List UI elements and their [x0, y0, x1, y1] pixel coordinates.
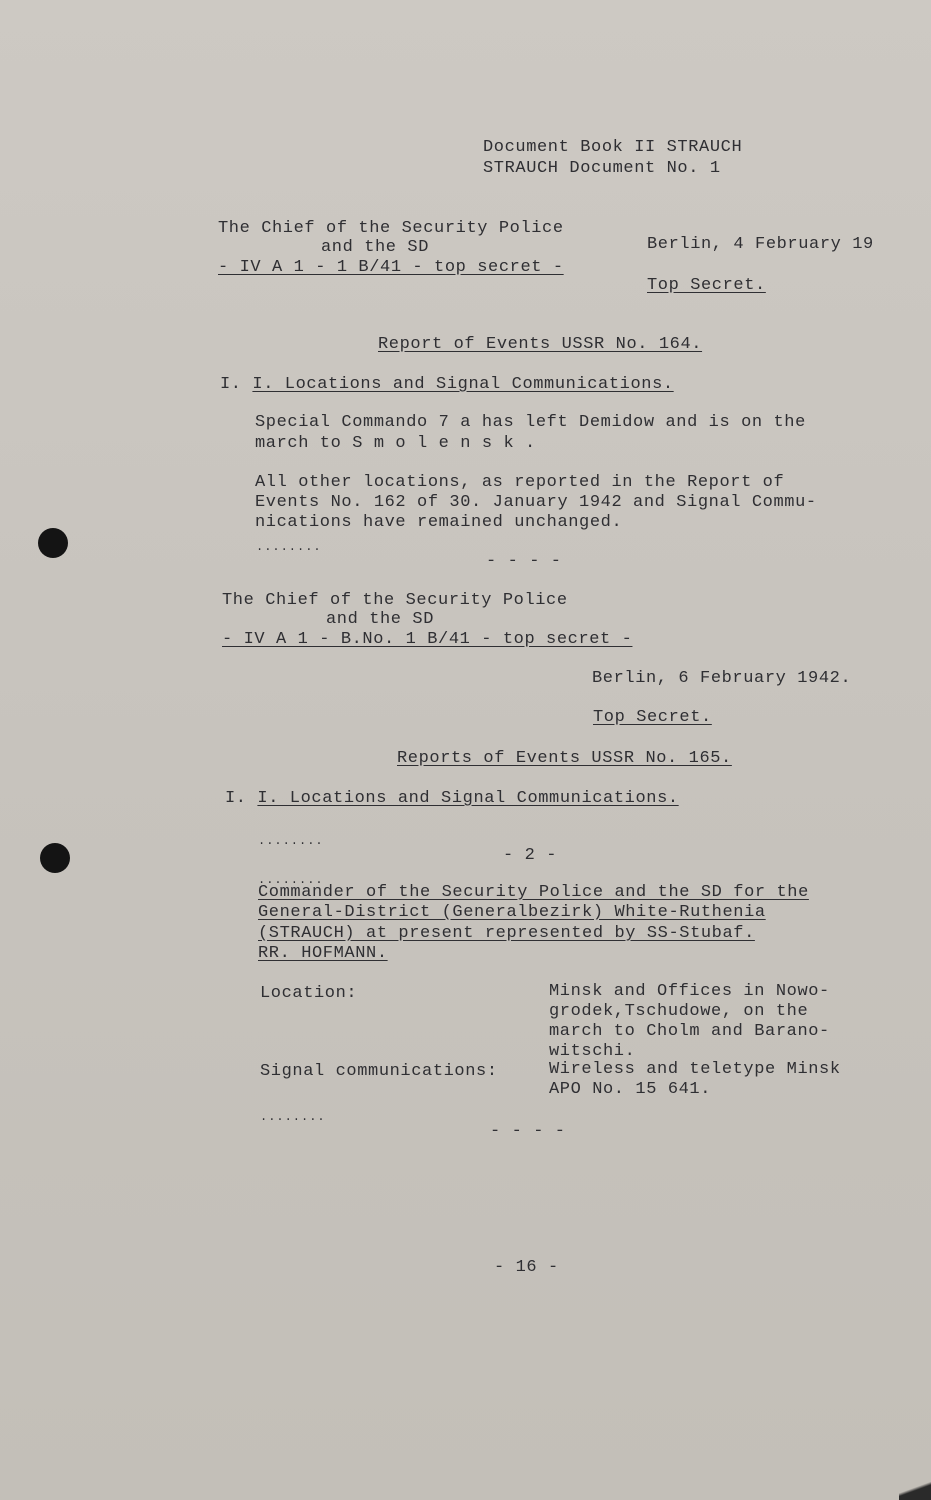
signal-label: Signal communications:	[260, 1062, 498, 1081]
date-line: Berlin, 4 February 19	[647, 235, 874, 254]
paragraph-2-line-1: All other locations, as reported in the Report of	[255, 473, 785, 492]
page-corner-shadow	[899, 1478, 931, 1500]
location-value-line-2: grodek,Tschudowe, on the	[549, 1002, 809, 1021]
sender-line-2: and the SD	[321, 238, 430, 257]
paragraph-2-line-3: nications have remained unchanged.	[255, 513, 623, 532]
punch-hole-bottom	[40, 843, 70, 873]
classification-label: Top Secret.	[593, 708, 712, 727]
reference-line: - IV A 1 - 1 B/41 - top secret -	[218, 258, 564, 277]
sender-line-1: The Chief of the Security Police	[218, 219, 564, 238]
date-line: Berlin, 6 February 1942.	[592, 669, 852, 688]
document-book-line: Document Book II STRAUCH	[483, 138, 743, 157]
location-value-line-3: march to Cholm and Barano-	[549, 1022, 830, 1041]
commander-line-1: Commander of the Security Police and the SD for the	[258, 883, 809, 902]
section-heading-text: I. Locations and Signal Communications.	[252, 375, 674, 394]
document-number-line: STRAUCH Document No. 1	[483, 159, 721, 178]
sender-line-1: The Chief of the Security Police	[222, 591, 568, 610]
section-heading: I. I. Locations and Signal Communications.	[220, 375, 674, 394]
page-number: - 16 -	[494, 1258, 559, 1277]
section-heading: I. I. Locations and Signal Communications.	[225, 789, 679, 808]
ellipsis-marker: ........	[260, 1110, 326, 1124]
signal-value-line-2: APO No. 15 641.	[549, 1080, 712, 1099]
report-title: Report of Events USSR No. 164.	[378, 335, 703, 354]
paragraph-1-line-2: march to S m o l e n s k .	[255, 434, 536, 453]
report-title: Reports of Events USSR No. 165.	[397, 749, 732, 768]
punch-hole-top	[38, 528, 68, 558]
commander-line-3: (STRAUCH) at present represented by SS-Stubaf.	[258, 924, 755, 943]
sender-line-2: and the SD	[326, 610, 435, 629]
section-separator: - - - -	[486, 552, 562, 571]
section-heading-text: I. Locations and Signal Communications.	[257, 789, 679, 808]
section-separator: - - - -	[490, 1122, 566, 1141]
paragraph-1-line-1: Special Commando 7 a has left Demidow and is on the	[255, 413, 806, 432]
commander-line-4: RR. HOFMANN.	[258, 944, 388, 963]
location-value-line-4: witschi.	[549, 1042, 636, 1061]
commander-line-2: General-District (Generalbezirk) White-Ruthenia	[258, 903, 766, 922]
inner-page-marker: - 2 -	[503, 846, 558, 865]
signal-value-line-1: Wireless and teletype Minsk	[549, 1060, 841, 1079]
ellipsis-marker: ........	[258, 834, 324, 848]
classification-label: Top Secret.	[647, 276, 766, 295]
location-label: Location:	[260, 984, 358, 1003]
ellipsis-marker: ........	[256, 540, 322, 554]
ellipsis-marker: ........	[258, 873, 324, 887]
location-value-line-1: Minsk and Offices in Nowo-	[549, 982, 830, 1001]
reference-line: - IV A 1 - B.No. 1 B/41 - top secret -	[222, 630, 633, 649]
paragraph-2-line-2: Events No. 162 of 30. January 1942 and Signal Commu-	[255, 493, 817, 512]
